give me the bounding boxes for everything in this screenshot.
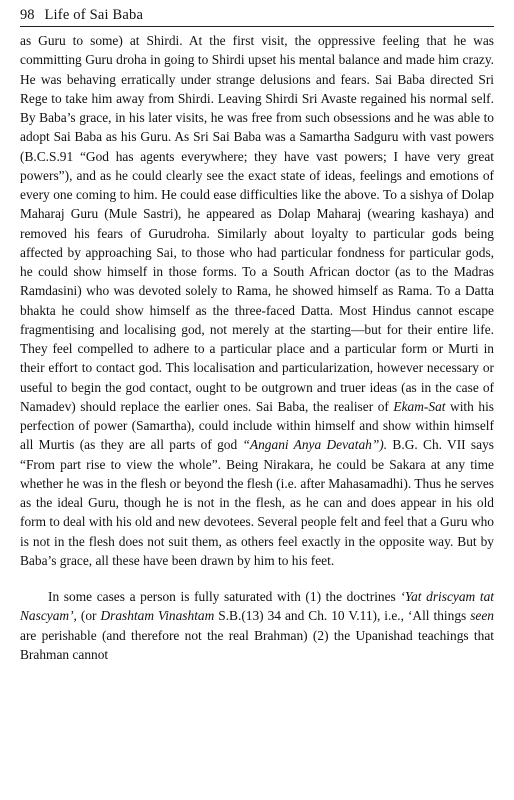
running-header: [20, 6, 494, 27]
paragraph-1-segment: as Guru to some) at Shirdi. At the first visit, the oppressive feeling that he was committing Guru droha in going to Shirdi upset his mental balance and made him crazy. He was behaving erratically under strange delusions and fears. Sai Baba directed Sri Rege to take him away from Shirdi. Leaving Shirdi Sri Avaste regained his normal self. By Baba’s grace, in his later visits, he was free from such obsessions and he was able to adopt Sai Baba as his Guru. As Sri Sai Baba was a Samartha Sadguru with vast powers (B.C.S.91 “God has agents everywhere; they have vast powers; I have very great powers”), and as he could clearly see the exact state of ideas, feelings and emotions of every one coming to him. He could ease difficulties like the above. To a sishya of Dolap Maharaj Guru (Mule Sastri), he appeared as Dolap Maharaj (wearing kashaya) and removed his fears of Gurudroha. Similarly about loyalty to particular gods being affected by approaching Sai, to those who had particular fondness for particular gods, he could show himself in those forms. To a South African doctor (as to the Madras Ramdasini) who was devoted solely to Rama, he showed himself as Rama. To a Datta bhakta he could show himself as the three-faced Datta. Most Hindus cannot escape fragmentising and localising god, not merely at the starting—but for their entire life. They feel compelled to adhere to a particular place and a particular form or Murti in their effort to contact god. This localisation and particularization, however necessary or useful to begin the god contact, ought to be outgrown and truer ideas (as in the case of Namadev) should replace the earlier ones. Sai Baba, the realiser of: [20, 33, 494, 414]
paragraph-1-italic-ekam-sat: Ekam-Sat: [393, 398, 446, 414]
paragraph-1-italic-quote: “Angani Anya Devatah”).: [242, 437, 388, 453]
paragraph-2-segment: (or: [76, 608, 101, 624]
page-number: 98: [20, 7, 35, 23]
paragraph-2-segment: In some cases a person is fully saturated with (1) the doctrines: [48, 589, 401, 604]
paragraph-2: [20, 587, 494, 664]
body-text: [20, 31, 494, 664]
paragraph-2-segment: S.B.(13) 34 and Ch. 10 V.11), i.e., ‘All things: [214, 608, 471, 624]
paragraph-2-italic-drashtam: Drashtam Vinashtam: [100, 608, 215, 624]
paragraph-1: [20, 31, 494, 570]
paragraph-1-segment: with his perfection of power (Samartha), could include within himself and show within himself all Murtis (as they are all parts of god: [20, 398, 494, 453]
book-page: [20, 6, 494, 664]
paragraph-2-italic-doctrine: ‘Yat driscyam tat Nascyam’,: [20, 589, 495, 624]
paragraph-2-italic-seen: seen: [470, 608, 494, 624]
paragraph-1-segment: B.G. Ch. VII says “From part rise to view the whole”. Being Nirakara, he could be Sakara at any time whether he was in the flesh or beyond the flesh (i.e. after Mahasamadhi). Thus he serves as the ideal Guru, though he is not in the flesh, as he can and does appear in his old form to deal with his old and new devotees. Several people felt and feel that a Guru who is not in the flesh does not suit them, as others feel exactly in the opposite way. But by Baba’s grace, all these have been drawn by him to his feet.: [20, 437, 494, 568]
running-title: Life of Sai Baba: [44, 7, 144, 23]
paragraph-2-segment: are perishable (and therefore not the real Brahman) (2) the Upanishad teachings that Brahman cannot: [20, 627, 494, 662]
